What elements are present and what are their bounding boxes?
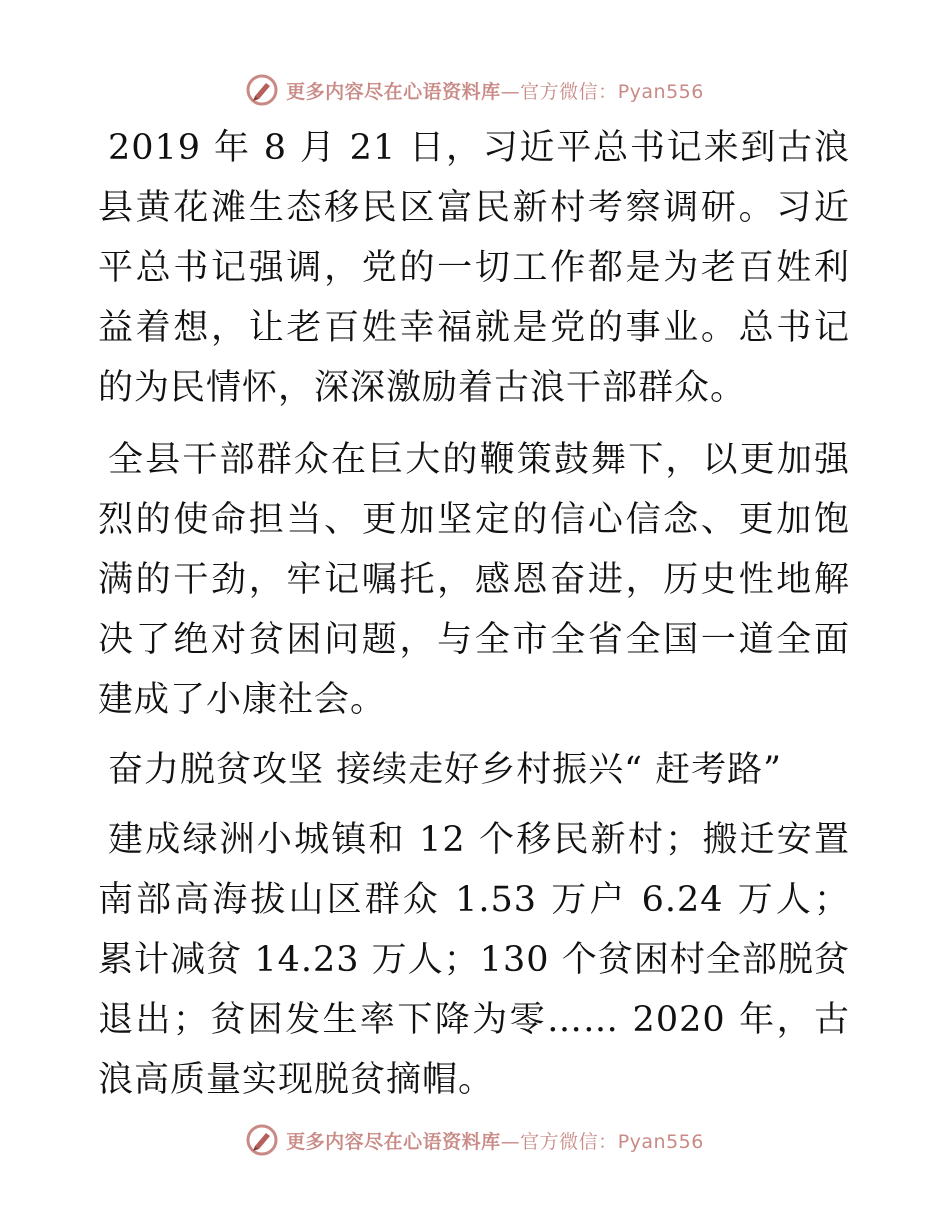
- paragraph-2: 全县干部群众在巨大的鞭策鼓舞下，以更加强烈的使命担当、更加坚定的信心信念、更加饱满的干劲，牢记嘱托，感恩奋进，历史性地解决了绝对贫困问题，与全市全省全国一道全面建成了小康社会。: [98, 440, 850, 720]
- header-watermark: [0, 70, 950, 110]
- paragraph-3: 建成绿洲小城镇和 12 个移民新村；搬迁安置南部高海拔山区群众 1.53 万户 6.24 万人；累计减贫 14.23 万人；130 个贫困村全部脱贫退出；贫困发生率下降为零…… 2020 年，古浪高质量实现脱贫摘帽。: [98, 820, 850, 1100]
- paragraph-1: 2019 年 8 月 21 日，习近平总书记来到古浪县黄花滩生态移民区富民新村考察调研。习近平总书记强调，党的一切工作都是为老百姓利益着想，让老百姓幸福就是党的事业。总书记的为民情怀，深深激励着古浪干部群众。: [98, 128, 850, 408]
- watermark-separator: —官方微信：: [500, 80, 618, 103]
- watermark-wechat-id: Pyan556: [617, 1130, 704, 1153]
- brand-logo-icon: [246, 1124, 278, 1156]
- watermark-wechat-id: Pyan556: [617, 80, 704, 103]
- document-body: [98, 118, 850, 1110]
- watermark-title: 更多内容尽在心语资料库: [286, 1130, 501, 1153]
- section-heading: 奋力脱贫攻坚 接续走好乡村振兴“ 赶考路”: [108, 750, 783, 790]
- brand-logo-icon: [246, 74, 278, 106]
- watermark-separator: —官方微信：: [500, 1130, 618, 1153]
- footer-watermark: [0, 1120, 950, 1160]
- watermark-title: 更多内容尽在心语资料库: [286, 80, 501, 103]
